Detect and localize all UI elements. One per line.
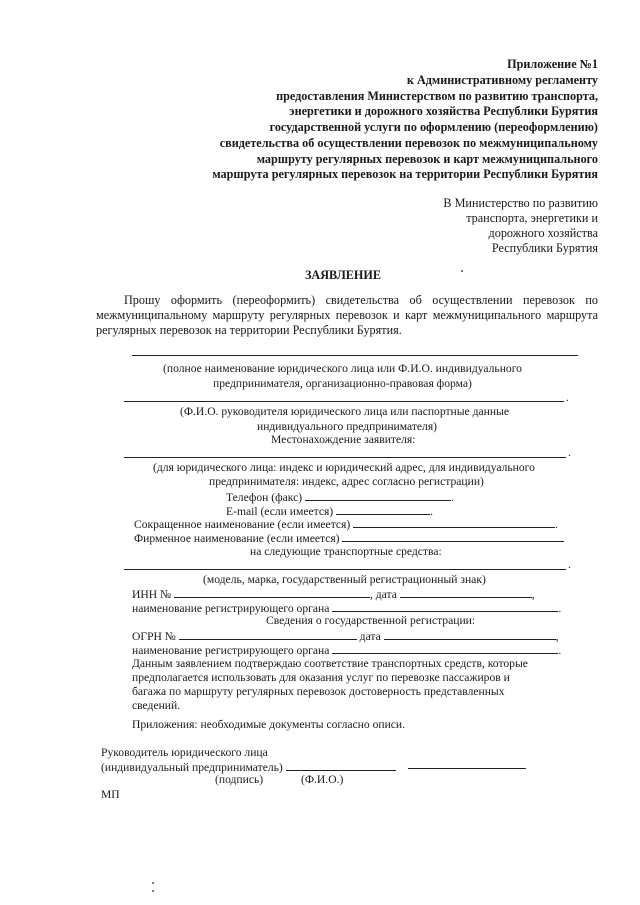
inn-label: ИНН №	[132, 588, 172, 601]
period-mark: ,	[531, 588, 535, 601]
signer-line-2: (индивидуальный предприниматель)	[101, 761, 283, 774]
header-line-4: энергетики и дорожного хозяйства Республики Бурятия	[289, 104, 598, 118]
brand-name-field[interactable]	[342, 530, 564, 542]
recipient-line-1: В Министерство по развитию	[443, 196, 598, 210]
period-mark: .	[558, 644, 562, 657]
confirm-line-4: сведений.	[132, 699, 181, 712]
applicant-hint-2: предпринимателя, организационно-правовая форма)	[213, 377, 472, 390]
signer-line-1: Руководитель юридического лица	[101, 746, 268, 759]
location-label: Местонахождение заявителя:	[271, 433, 416, 446]
header-line-2: к Административному регламенту	[406, 73, 598, 87]
inn-reg-org-field[interactable]	[332, 600, 558, 612]
phone-label: Телефон (факс)	[226, 491, 303, 504]
address-hint-1: (для юридического лица: индекс и юридический адрес, для индивидуального	[153, 461, 535, 474]
ogrn-field[interactable]	[179, 628, 357, 640]
email-label: E-mail (если имеется)	[226, 505, 334, 518]
period-mark: .	[430, 505, 433, 518]
ogrn-label: ОГРН №	[132, 630, 176, 643]
document-title: ЗАЯВЛЕНИЕ	[305, 268, 381, 282]
short-name-field[interactable]	[353, 516, 555, 528]
vehicles-line[interactable]	[124, 569, 566, 570]
signature-field[interactable]	[286, 759, 396, 771]
scan-speck	[461, 270, 463, 272]
attachments-note: Приложения: необходимые документы согласно описи.	[132, 718, 406, 731]
recipient-line-2: транспорта, энергетики и	[466, 211, 598, 225]
stamp-placeholder: МП	[101, 788, 120, 801]
header-line-6: свидетельства об осуществлении перевозок по межмуниципальному	[219, 136, 598, 150]
brand-name-label: Фирменное наименование (если имеется)	[134, 532, 340, 545]
phone-field[interactable]	[305, 489, 451, 501]
period-mark: .	[451, 491, 454, 504]
intro-line-2: межмуниципальному маршруту регулярных перевозок и карт межмуниципального маршрута	[96, 308, 598, 322]
intro-line-3: регулярных перевозок на территории Республики Бурятия.	[96, 323, 402, 337]
inn-date-label: , дата	[369, 588, 397, 601]
address-line[interactable]	[124, 457, 566, 458]
applicant-hint-1: (полное наименование юридического лица или Ф.И.О. индивидуального	[163, 362, 522, 375]
scan-speck	[152, 890, 154, 892]
period-mark: .	[558, 602, 562, 615]
period-mark: .	[555, 518, 559, 531]
email-field[interactable]	[336, 503, 430, 515]
signature-hint: (подпись)	[215, 773, 264, 786]
address-hint-2: предпринимателя: индекс, адрес согласно регистрации)	[209, 475, 484, 488]
recipient-line-4: Республики Бурятия	[491, 241, 598, 255]
recipient-line-3: дорожного хозяйства	[488, 226, 598, 240]
intro-line-1: Прошу оформить (переоформить) свидетельства об осуществлении перевозок по	[124, 293, 598, 307]
vehicle-hint: (модель, марка, государственный регистрационный знак)	[203, 573, 486, 586]
header-line-1: Приложение №1	[507, 57, 598, 71]
state-reg-label: Сведения о государственной регистрации:	[266, 614, 476, 627]
full-name-hint: (Ф.И.О.)	[301, 773, 344, 786]
short-name-label: Сокращенное наименование (если имеется)	[134, 518, 351, 531]
confirm-line-2: предполагается использовать для оказания услуг по перевозке пассажиров и	[132, 671, 510, 684]
period-mark: ,	[555, 630, 559, 643]
period-mark: .	[568, 446, 571, 459]
period-mark: .	[566, 391, 569, 404]
header-line-7: маршруту регулярных перевозок и карт межмуниципального	[256, 152, 598, 166]
ogrn-reg-org-field[interactable]	[332, 642, 558, 654]
full-name-field[interactable]	[408, 768, 526, 769]
applicant-name-line[interactable]	[132, 355, 578, 356]
head-name-line[interactable]	[124, 401, 564, 402]
inn-date-field[interactable]	[400, 586, 532, 598]
head-hint-1: (Ф.И.О. руководителя юридического лица или паспортные данные	[180, 405, 509, 418]
ogrn-date-field[interactable]	[384, 628, 556, 640]
header-line-5: государственной услуги по оформлению (переоформлению)	[269, 120, 598, 134]
period-mark: .	[568, 558, 571, 571]
inn-reg-org-label: наименование регистрирующего органа	[132, 602, 330, 615]
header-line-8: маршрута регулярных перевозок на территории Республики Бурятия	[212, 167, 598, 181]
vehicles-label: на следующие транспортные средства:	[250, 545, 442, 558]
ogrn-date-label: дата	[359, 630, 381, 643]
confirm-line-3: багажа по маршруту регулярных перевозок достоверность представленных	[132, 685, 505, 698]
inn-field[interactable]	[174, 586, 370, 598]
scan-speck	[152, 882, 154, 884]
confirm-line-1: Данным заявлением подтверждаю соответствие транспортных средств, которые	[132, 657, 528, 670]
header-line-3: предоставления Министерством по развитию транспорта,	[276, 89, 598, 103]
ogrn-reg-org-label: наименование регистрирующего органа	[132, 644, 330, 657]
head-hint-2: индивидуального предпринимателя)	[257, 420, 438, 433]
